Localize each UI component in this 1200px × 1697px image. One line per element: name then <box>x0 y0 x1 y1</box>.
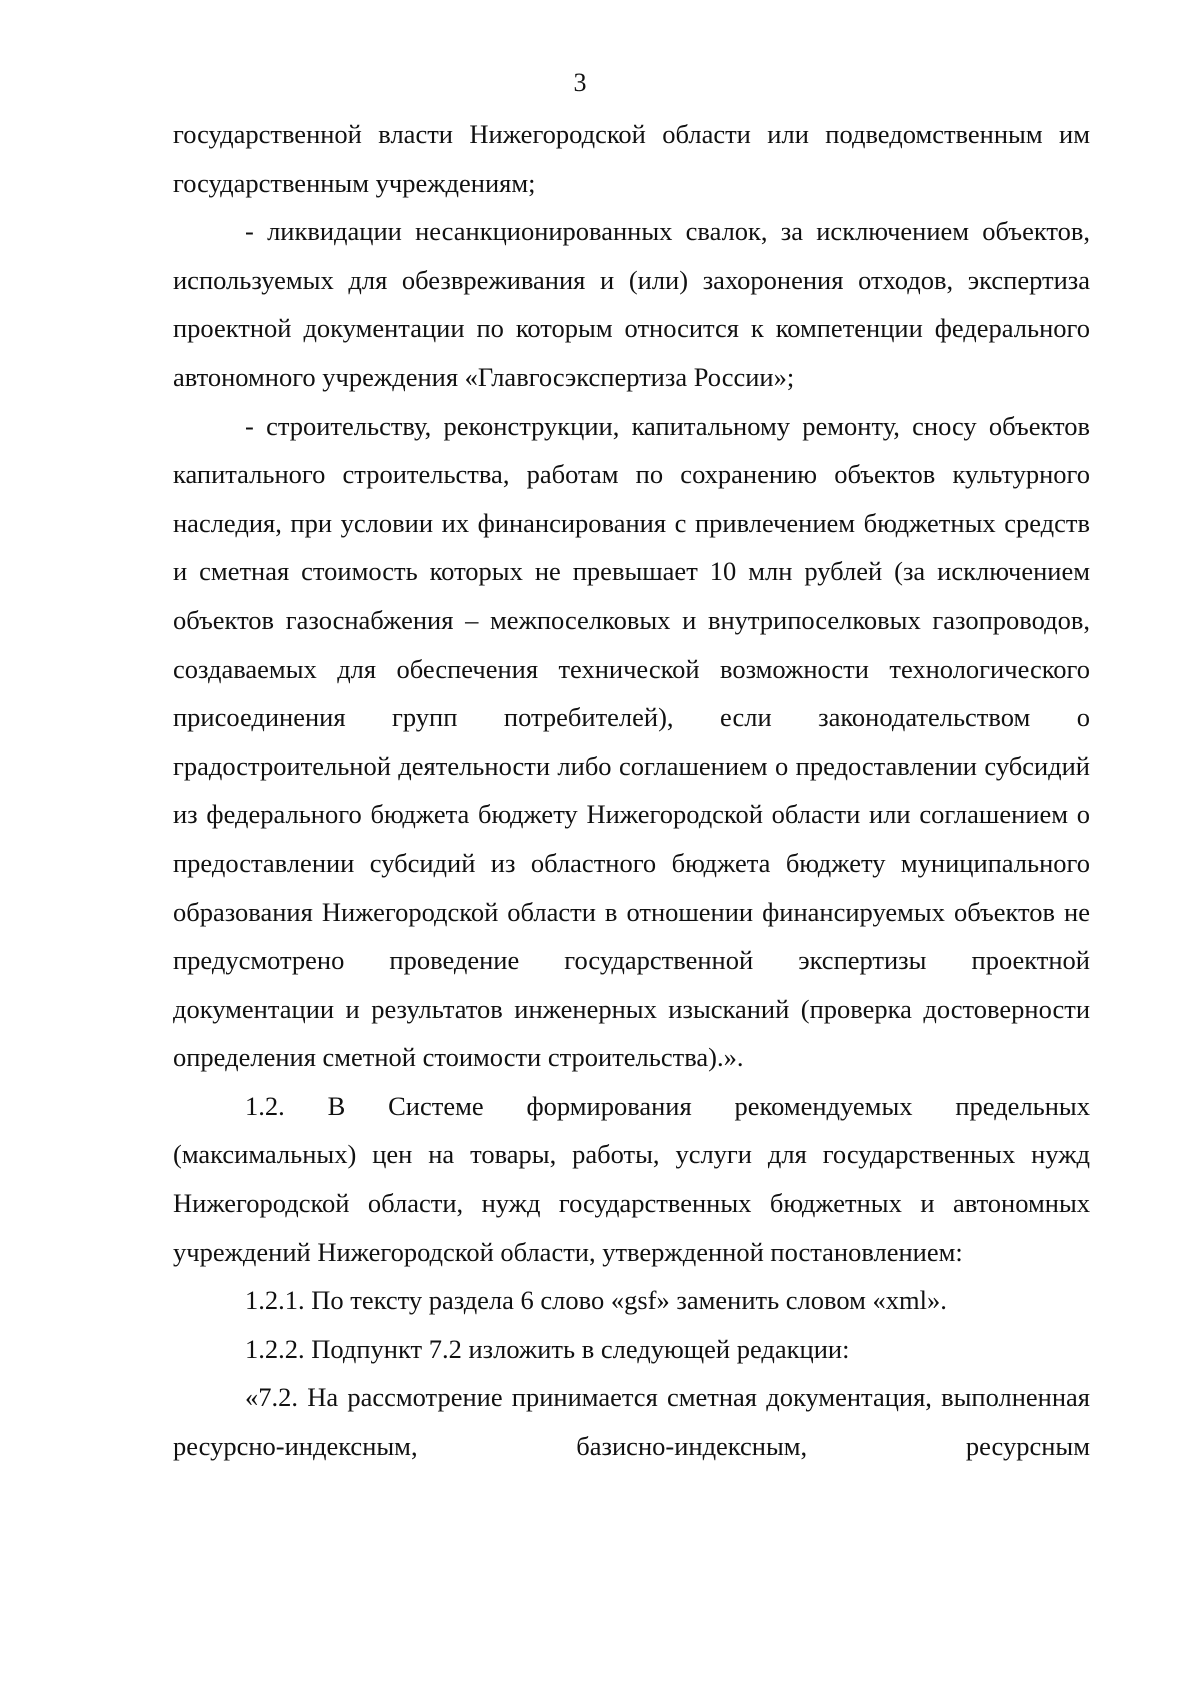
paragraph-liquidation: - ликвидации несанкционированных свалок, за исключением объектов, используемых для обезвреживания и (или) захоронения отходов, экспертиза проектной документации по которым относится к компетенции федерального автономного учреждения «Главгосэкспертиза России»; <box>173 216 1090 392</box>
paragraph-item-7-2: «7.2. На рассмотрение принимается сметная документация, выполненная ресурсно-индексным, базисно-индексным, ресурсным <box>173 1382 1090 1462</box>
paragraph-item-1-2: 1.2. В Системе формирования рекомендуемых предельных (максимальных) цен на товары, работы, услуги для государственных нужд Нижегородской области, нужд государственных бюджетных и автономных учреждений Нижегородской области, утвержденной постановлением: <box>173 1090 1090 1267</box>
document-body <box>173 110 1090 1471</box>
paragraph-construction: - строительству, реконструкции, капитальному ремонту, сносу объектов капитального строительства, работам по сохранению объектов культурного наследия, при условии их финансирования с привлечением бюджетных средств и сметная стоимость которых не превышает 10 млн рублей (за исключением объектов газоснабжения – межпоселковых и внутрипоселковых газопроводов, создаваемых для обеспечения технической возможности технологического присоединения групп потребителей), если законодательством о градостроительной деятельности либо соглашением о предоставлении субсидий из федерального бюджета бюджету Нижегородской области или соглашением о предоставлении субсидий из областного бюджета бюджету муниципального образования Нижегородской области в отношении финансируемых объектов не предусмотрено проведение государственной экспертизы проектной документации и результатов инженерных изысканий (проверка достоверности определения сметной стоимости строительства).». <box>173 410 1090 1073</box>
paragraph-item-1-2-1: 1.2.1. По тексту раздела 6 слово «gsf» заменить словом «xml». <box>245 1285 947 1316</box>
paragraph-continuation: государственной власти Нижегородской области или подведомственным им государственным учреждениям; <box>173 119 1090 198</box>
paragraph-item-1-2-2: 1.2.2. Подпункт 7.2 изложить в следующей редакции: <box>245 1333 850 1364</box>
page-number: 3 <box>573 68 587 97</box>
